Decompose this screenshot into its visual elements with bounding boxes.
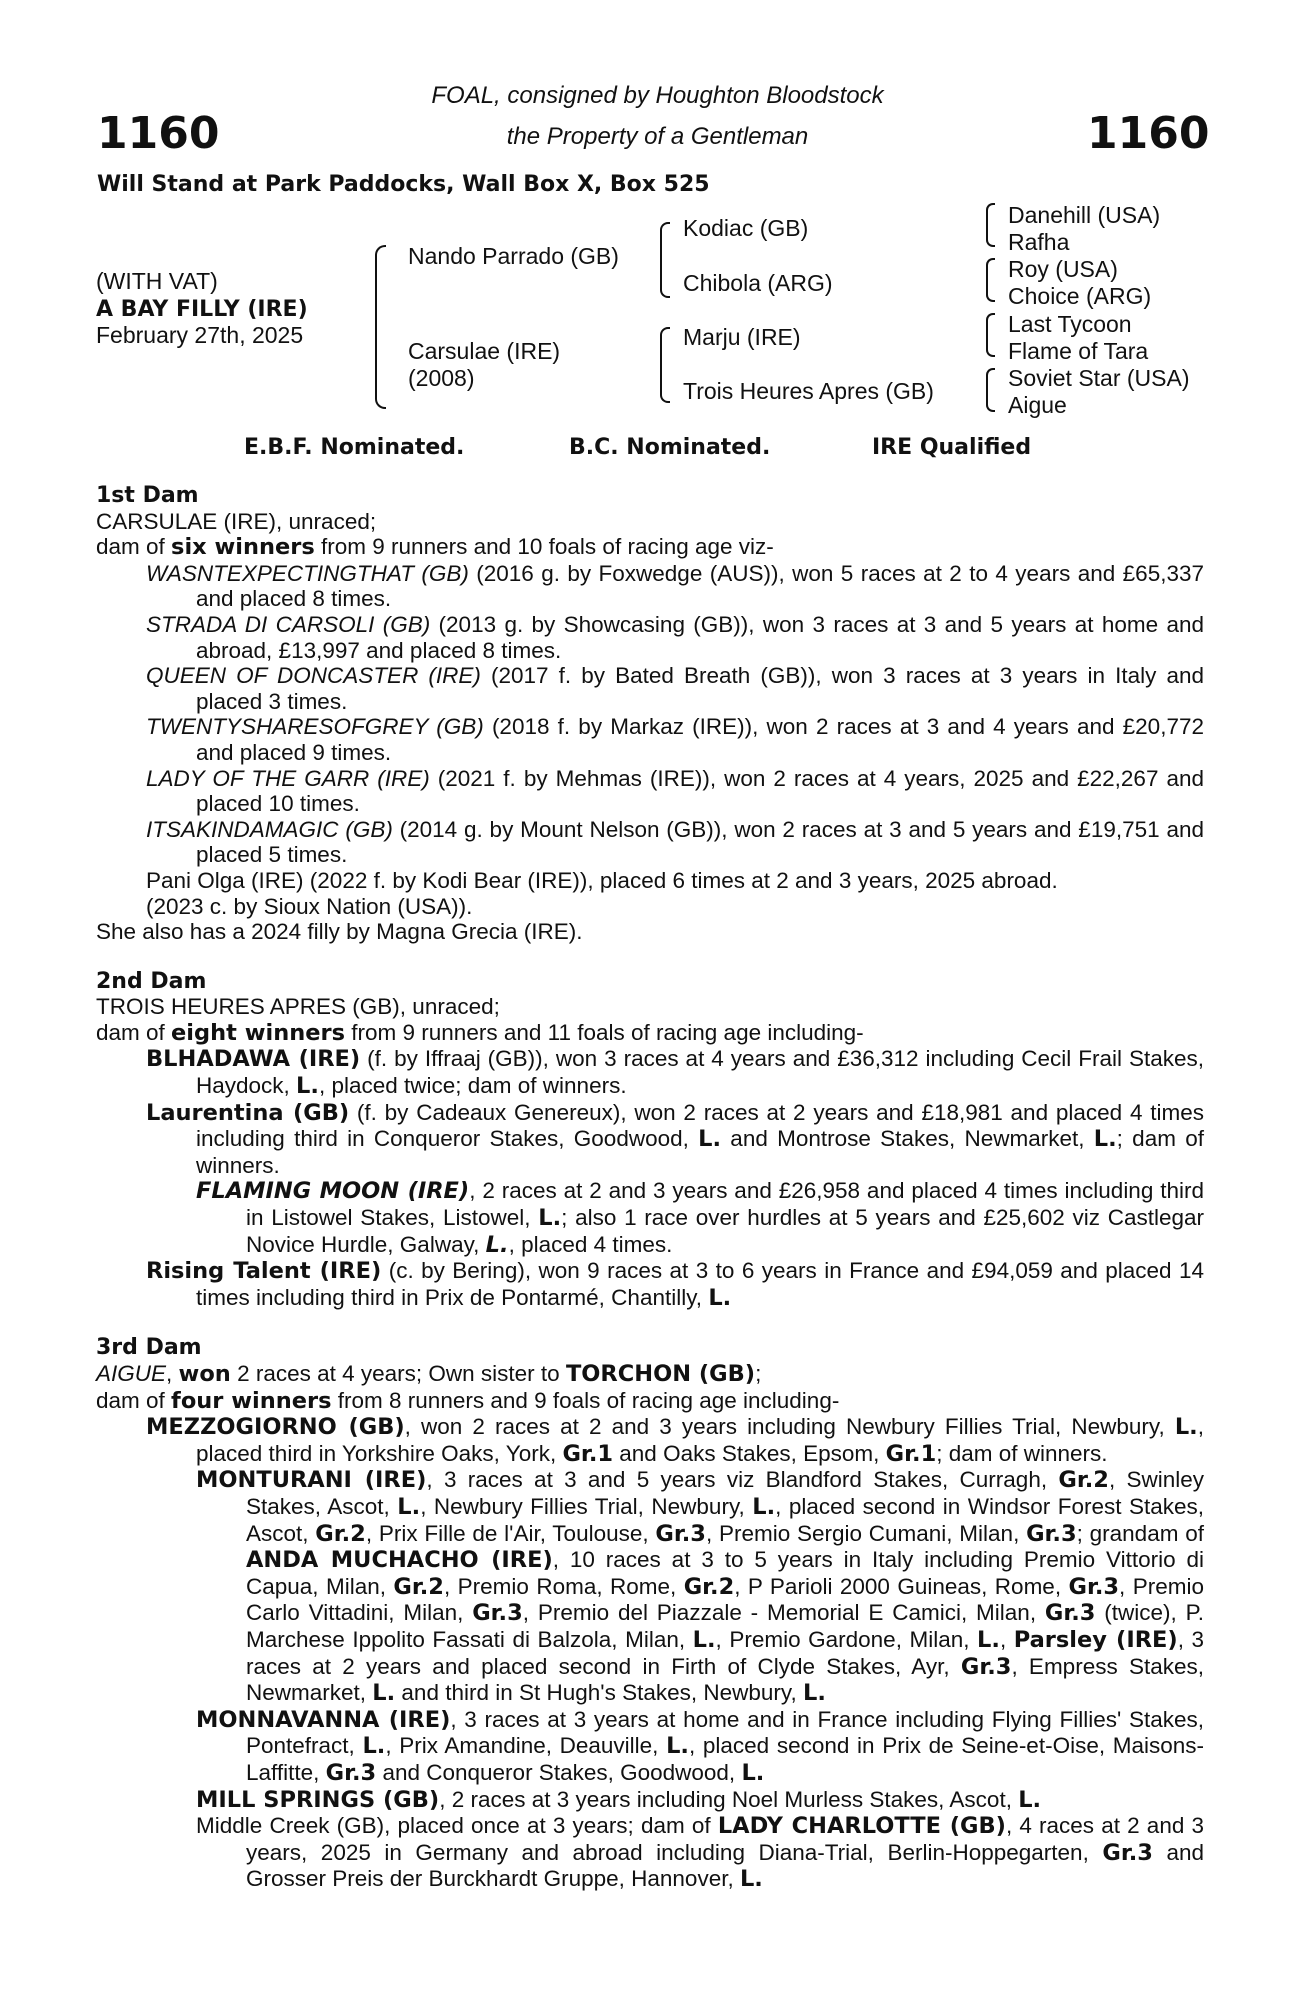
progeny-entry: ITSAKINDAMAGIC (GB) (2014 g. by Mount Nelson (GB)), won 2 races at 3 and 5 years and £19,751 and placed 5 times. xyxy=(146,816,1204,868)
bc-nomination: B.C. Nominated. xyxy=(569,435,771,460)
second-dam-record: dam of eight winners from 9 runners and 11 foals of racing age including- xyxy=(96,1019,864,1046)
ire-qualified: IRE Qualified xyxy=(872,435,1032,460)
lot-number-left: 1160 xyxy=(97,108,220,159)
pedigree-brace-g1 xyxy=(986,203,995,247)
sire-name: Nando Parrado (GB) xyxy=(408,243,619,269)
progeny-name: Laurentina (GB) xyxy=(146,1099,350,1126)
pedigree-brace-g4 xyxy=(986,368,995,412)
pedigree-brace-sire xyxy=(660,222,670,298)
grandprogeny-entry: Middle Creek (GB), placed once at 3 years; dam of LADY CHARLOTTE (GB), 4 races at 2 and 3 years, 2025 in Germany and abroad including Diana-Trial, Berlin-Hoppegarten, Gr.3 and Grosser Preis der Burckhardt Gruppe, Hannover, L. xyxy=(196,1813,1205,1893)
horse-name: A BAY FILLY (IRE) xyxy=(96,297,308,322)
progeny-name: STRADA DI CARSOLI (GB) xyxy=(146,611,431,637)
ebf-nomination: E.B.F. Nominated. xyxy=(244,435,465,460)
progeny-entry: MEZZOGIORNO (GB), won 2 races at 2 and 3 years including Newbury Fillies Trial, Newbury, L., placed third in Yorkshire Oaks, York, Gr.1 and Oaks Stakes, Epsom, Gr.1; dam of winners. xyxy=(146,1414,1204,1467)
third-dam-record: dam of four winners from 8 runners and 9 foals of racing age including- xyxy=(96,1387,840,1414)
sire-sire: Kodiac (GB) xyxy=(683,215,809,241)
dam-name: Carsulae (IRE) xyxy=(408,338,561,364)
pedigree-brace-g2 xyxy=(986,258,995,302)
gen3-ancestor: Danehill (USA) xyxy=(1008,202,1161,228)
catalogue-body xyxy=(96,483,1204,1893)
progeny-name: FLAMING MOON (IRE) xyxy=(196,1178,470,1205)
second-dam-intro: TROIS HEURES APRES (GB), unraced; xyxy=(96,994,500,1020)
dam-year: (2008) xyxy=(408,365,475,391)
pedigree-brace-g3 xyxy=(986,313,995,357)
progeny-entry: TWENTYSHARESOFGREY (GB) (2018 f. by Markaz (IRE)), won 2 races at 3 and 4 years and £20,772 and placed 9 times. xyxy=(146,714,1204,765)
grandprogeny-entry: FLAMING MOON (IRE), 2 races at 2 and 3 years and £26,958 and placed 4 times including third in Listowel Stakes, Listowel, L.; also 1 race over hurdles at 5 years and £25,602 viz Castlegar Novice Hurdle, Galway, L., placed 4 times. xyxy=(196,1178,1204,1258)
gen3-ancestor: Soviet Star (USA) xyxy=(1008,365,1190,391)
pedigree-brace-dam xyxy=(660,327,670,403)
pedigree-brace-main xyxy=(375,245,386,409)
third-dam-intro: AIGUE, won 2 races at 4 years; Own sister to TORCHON (GB); xyxy=(96,1361,762,1387)
first-dam-intro: CARSULAE (IRE), unraced; xyxy=(96,508,377,534)
gen3-ancestor: Flame of Tara xyxy=(1008,338,1149,364)
grandprogeny-entry: MILL SPRINGS (GB), 2 races at 3 years including Noel Murless Stakes, Ascot, L. xyxy=(196,1786,1042,1813)
progeny-entry: Laurentina (GB) (f. by Cadeaux Genereux), won 2 races at 2 years and £18,981 and placed 4 times including third in Conqueror Stakes, Goodwood, L. and Montrose Stakes, Newmarket, L.; dam of winners. xyxy=(146,1099,1204,1178)
stand-location: Will Stand at Park Paddocks, Wall Box X, Box 525 xyxy=(97,172,710,197)
progeny-entry: Rising Talent (IRE) (c. by Bering), won 9 races at 3 to 6 years in France and £94,059 and placed 14 times including third in Prix de Pontarmé, Chantilly, L. xyxy=(146,1258,1204,1311)
progeny-name: BLHADAWA (IRE) xyxy=(146,1046,361,1073)
first-dam-heading: 1st Dam xyxy=(96,483,199,508)
gen3-ancestor: Rafha xyxy=(1008,229,1070,255)
vat-note: (WITH VAT) xyxy=(96,268,218,294)
first-dam-footnote: She also has a 2024 filly by Magna Grecia (IRE). xyxy=(96,919,583,945)
gen3-ancestor: Roy (USA) xyxy=(1008,256,1118,282)
progeny-name: MONTURANI (IRE) xyxy=(196,1467,427,1494)
second-dam-heading: 2nd Dam xyxy=(96,968,207,994)
progeny-name: Rising Talent (IRE) xyxy=(146,1258,382,1285)
gen3-ancestor: Aigue xyxy=(1008,392,1067,418)
progeny-name: MILL SPRINGS (GB) xyxy=(196,1786,440,1813)
property-line: the Property of a Gentleman xyxy=(506,123,809,150)
progeny-name: MEZZOGIORNO (GB) xyxy=(146,1414,405,1441)
progeny-entry: Pani Olga (IRE) (2022 f. by Kodi Bear (IRE)), placed 6 times at 2 and 3 years, 2025 abroad. xyxy=(146,867,1058,893)
progeny-name: WASNTEXPECTINGTHAT (GB) xyxy=(146,560,469,586)
progeny-entry: STRADA DI CARSOLI (GB) (2013 g. by Showcasing (GB)), won 3 races at 3 and 5 years at home and abroad, £13,997 and placed 8 times. xyxy=(146,611,1204,663)
progeny-entry: BLHADAWA (IRE) (f. by Iffraaj (GB)), won 3 races at 4 years and £36,312 including Cecil Frail Stakes, Haydock, L., placed twice; dam of winners. xyxy=(146,1046,1205,1100)
third-dam-heading: 3rd Dam xyxy=(96,1335,202,1361)
progeny-name: ITSAKINDAMAGIC (GB) xyxy=(146,816,393,842)
first-dam-record: dam of six winners from 9 runners and 10 foals of racing age viz- xyxy=(96,534,774,561)
progeny-entry: QUEEN OF DONCASTER (IRE) (2017 f. by Bated Breath (GB)), won 3 races at 3 years in Italy and placed 3 times. xyxy=(146,663,1204,714)
progeny-name: TWENTYSHARESOFGREY (GB) xyxy=(146,714,484,740)
progeny-name: MONNAVANNA (IRE) xyxy=(196,1706,451,1733)
progeny-entry: WASNTEXPECTINGTHAT (GB) (2016 g. by Foxwedge (AUS)), won 5 races at 2 to 4 years and £65,337 and placed 8 times. xyxy=(146,560,1205,612)
consignment-line: FOAL, consigned by Houghton Bloodstock xyxy=(431,82,884,109)
grandprogeny-entry: MONTURANI (IRE), 3 races at 3 and 5 years viz Blandford Stakes, Curragh, Gr.2, Swinley Stakes, Ascot, L., Newbury Fillies Trial, Newbury, L., placed second in Windsor Forest Stakes, Ascot, Gr.2, Prix Fille de l'Air, Toulouse, Gr.3, Premio Sergio Cumani, Milan, Gr.3; grandam of ANDA MUCHACHO (IRE), 10 races at 3 to 5 years in Italy including Premio Vittorio di Capua, Milan, Gr.2, Premio Roma, Rome, Gr.2, P Parioli 2000 Guineas, Rome, Gr.3, Premio Carlo Vittadini, Milan, Gr.3, Premio del Piazzale - Memorial E Camici, Milan, Gr.3 (twice), P. Marchese Ippolito Fassati di Balzola, Milan, L., Premio Gardone, Milan, L., Parsley (IRE), 3 races at 2 years and placed second in Firth of Clyde Stakes, Ayr, Gr.3, Empress Stakes, Newmarket, L. and third in St Hugh's Stakes, Newbury, L. xyxy=(196,1467,1205,1707)
gen3-ancestor: Last Tycoon xyxy=(1008,311,1132,337)
progeny-entry: LADY OF THE GARR (IRE) (2021 f. by Mehmas (IRE)), won 2 races at 4 years, 2025 and £22,267 and placed 10 times. xyxy=(146,765,1205,817)
dam-sire: Marju (IRE) xyxy=(683,324,801,350)
gen3-ancestor: Choice (ARG) xyxy=(1008,283,1152,309)
progeny-name: QUEEN OF DONCASTER (IRE) xyxy=(146,663,481,689)
lot-number-right: 1160 xyxy=(1087,108,1210,159)
progeny-entry: (2023 c. by Sioux Nation (USA)). xyxy=(146,893,473,919)
progeny-name: LADY OF THE GARR (IRE) xyxy=(146,765,430,791)
foaling-date: February 27th, 2025 xyxy=(96,322,304,348)
sire-dam: Chibola (ARG) xyxy=(683,270,833,296)
grandprogeny-entry: MONNAVANNA (IRE), 3 races at 3 years at home and in France including Flying Fillies' Stakes, Pontefract, L., Prix Amandine, Deauville, L., placed second in Prix de Seine-et-Oise, Maisons-Laffitte, Gr.3 and Conqueror Stakes, Goodwood, L. xyxy=(196,1706,1205,1786)
dam-dam: Trois Heures Apres (GB) xyxy=(683,378,934,404)
